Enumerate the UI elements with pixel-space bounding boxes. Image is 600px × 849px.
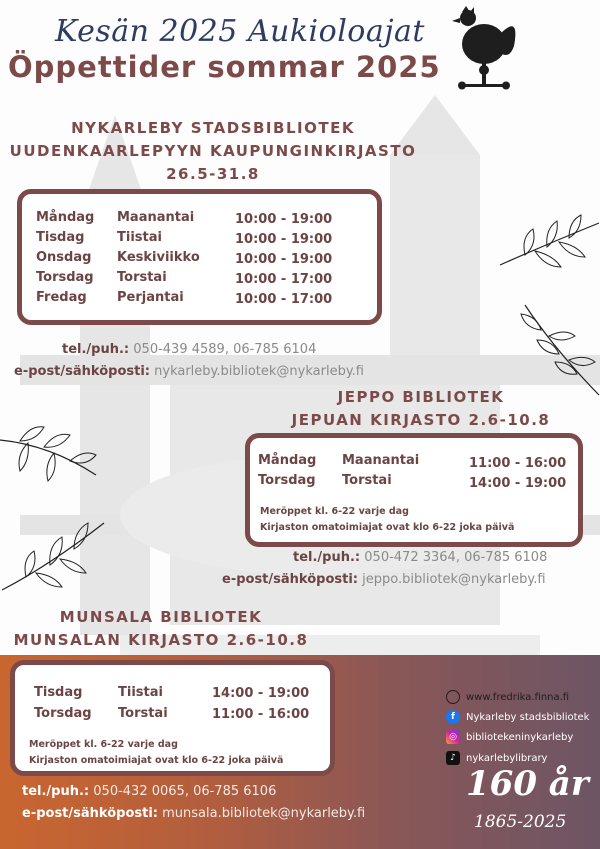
title-finnish: Kesän 2025 Aukioloajat	[55, 14, 425, 49]
weathervane-rooster-icon	[448, 4, 528, 99]
day-fi: Perjantai	[117, 290, 184, 305]
hours-row	[235, 252, 332, 267]
nykarleby-phone	[62, 342, 316, 357]
nykarleby-heading	[0, 118, 426, 185]
jeppo-note	[260, 504, 514, 536]
note-fi: Kirjaston omatoimiajat ovat klo 6-22 joka päivä	[29, 755, 284, 766]
day-sv: Tisdag	[36, 230, 85, 245]
nykarleby-hours-box	[17, 189, 382, 325]
anniversary-years: 1865-2025	[474, 812, 567, 832]
hours-value: 11:00 - 16:00	[212, 707, 310, 722]
leaf-branch-icon	[515, 300, 600, 400]
hours-row	[34, 685, 82, 700]
munsala-note	[29, 737, 283, 769]
hours-row	[118, 685, 163, 700]
munsala-phone	[22, 784, 276, 799]
social-instagram[interactable]	[446, 730, 573, 744]
day-fi: Torstai	[118, 706, 168, 721]
email-label: e-post/sähköposti:	[22, 806, 158, 821]
hours-row	[117, 210, 194, 225]
hours-row	[118, 706, 168, 721]
hours-row	[117, 270, 167, 285]
hours-row	[235, 292, 332, 307]
day-sv: Torsdag	[36, 270, 94, 285]
day-sv: Tisdag	[34, 685, 83, 700]
hours-row	[258, 473, 316, 488]
phone-numbers[interactable]: 050-439 4589, 06-785 6104	[133, 342, 317, 357]
jeppo-phone	[293, 550, 547, 565]
facebook-link[interactable]: Nykarleby stadsbibliotek	[466, 711, 590, 723]
hours-value: 14:00 - 19:00	[469, 476, 567, 491]
nykarleby-email	[14, 364, 364, 379]
anniversary-label: 160 år	[466, 764, 589, 804]
leaf-branch-icon	[0, 515, 105, 595]
tiktok-link[interactable]: nykarlebylibrary	[466, 752, 548, 764]
day-sv: Torsdag	[34, 706, 92, 721]
hours-row	[342, 453, 419, 468]
phone-label: tel./puh.:	[293, 550, 361, 565]
email-link[interactable]: jeppo.bibliotek@nykarleby.fi	[362, 572, 546, 587]
hours-row	[36, 250, 91, 265]
day-sv: Fredag	[36, 290, 87, 305]
email-label: e-post/sähköposti:	[222, 572, 358, 587]
day-fi: Tiistai	[118, 685, 163, 700]
hours-value: 11:00 - 16:00	[469, 456, 567, 471]
hours-value: 10:00 - 19:00	[235, 232, 333, 247]
phone-numbers[interactable]: 050-432 0065, 06-785 6106	[93, 784, 277, 799]
hours-row	[117, 290, 184, 305]
social-web[interactable]	[446, 690, 569, 704]
jeppo-name-sv: JEPPO BIBLIOTEK	[337, 388, 505, 406]
hours-row	[235, 272, 332, 287]
nykarleby-name-fi: UUDENKAARLEPYYN KAUPUNGINKIRJASTO	[9, 142, 417, 160]
hours-row	[235, 212, 332, 227]
day-fi: Maanantai	[117, 210, 195, 225]
jeppo-name-fi: JEPUAN KIRJASTO 2.6-10.8	[291, 411, 551, 429]
day-sv: Måndag	[258, 453, 317, 468]
day-fi: Maanantai	[342, 453, 420, 468]
hours-row	[212, 686, 309, 701]
day-fi: Keskiviikko	[117, 250, 200, 265]
hours-row	[258, 453, 316, 468]
hours-row	[235, 232, 332, 247]
note-sv: Meröppet kl. 6-22 varje dag	[260, 506, 409, 517]
social-tiktok[interactable]	[446, 751, 547, 765]
instagram-link[interactable]: bibliotekeninykarleby	[466, 731, 574, 743]
leaf-branch-icon	[495, 205, 600, 275]
hours-row	[36, 230, 84, 245]
hours-row	[36, 210, 94, 225]
hours-value: 10:00 - 19:00	[235, 252, 333, 267]
web-link[interactable]: www.fredrika.finna.fi	[466, 691, 570, 703]
hours-row	[34, 706, 92, 721]
munsala-hours-box	[10, 660, 335, 776]
email-link[interactable]: nykarleby.bibliotek@nykarleby.fi	[154, 364, 365, 379]
munsala-email	[22, 806, 365, 821]
jeppo-hours-box	[245, 433, 583, 547]
social-facebook[interactable]	[446, 710, 589, 724]
nykarleby-period: 26.5-31.8	[166, 165, 260, 183]
hours-row	[117, 250, 200, 265]
day-sv: Måndag	[36, 210, 95, 225]
note-sv: Meröppet kl. 6-22 varje dag	[29, 739, 178, 750]
instagram-icon: ◎	[446, 730, 460, 744]
hours-row	[469, 476, 566, 491]
phone-label: tel./puh.:	[62, 342, 130, 357]
hours-row	[212, 707, 309, 722]
nykarleby-name-sv: NYKARLEBY STADSBIBLIOTEK	[71, 119, 355, 137]
note-fi: Kirjaston omatoimiajat ovat klo 6-22 joka päivä	[260, 522, 515, 533]
day-sv: Torsdag	[258, 473, 316, 488]
email-link[interactable]: munsala.bibliotek@nykarleby.fi	[162, 806, 366, 821]
hours-row	[342, 473, 392, 488]
munsala-heading	[6, 607, 316, 651]
hours-row	[469, 456, 566, 471]
hours-value: 10:00 - 19:00	[235, 212, 333, 227]
hours-value: 14:00 - 19:00	[212, 686, 310, 701]
munsala-name-sv: MUNSALA BIBLIOTEK	[59, 608, 263, 626]
hours-value: 10:00 - 17:00	[235, 292, 333, 307]
email-label: e-post/sähköposti:	[14, 364, 150, 379]
facebook-icon: f	[446, 710, 460, 724]
leaf-branch-icon	[0, 415, 100, 490]
globe-icon	[446, 690, 460, 704]
phone-label: tel./puh.:	[22, 784, 90, 799]
title-swedish: Öppettider sommar 2025	[8, 50, 441, 84]
jeppo-email	[222, 572, 546, 587]
phone-numbers[interactable]: 050-472 3364, 06-785 6108	[364, 550, 548, 565]
hours-row	[117, 230, 162, 245]
day-fi: Torstai	[117, 270, 167, 285]
day-fi: Tiistai	[117, 230, 162, 245]
day-sv: Onsdag	[36, 250, 92, 265]
hours-value: 10:00 - 17:00	[235, 272, 333, 287]
hours-row	[36, 270, 94, 285]
munsala-name-fi: MUNSALAN KIRJASTO 2.6-10.8	[13, 631, 309, 649]
tiktok-icon: ♪	[446, 751, 460, 765]
hours-row	[36, 290, 87, 305]
day-fi: Torstai	[342, 473, 392, 488]
